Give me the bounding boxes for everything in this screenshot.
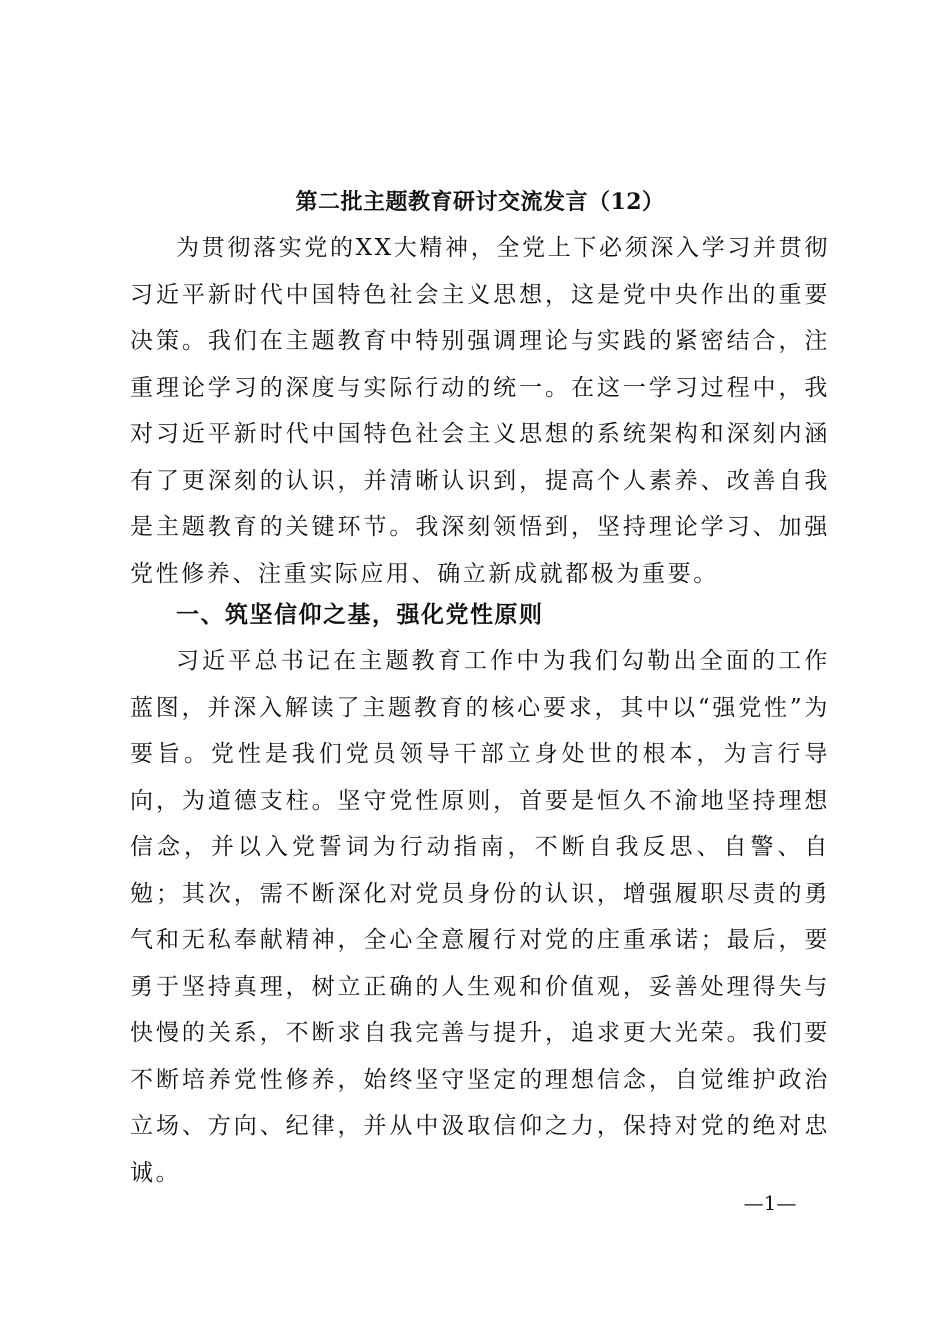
page-number: —1— — [743, 1191, 797, 1215]
document-title: 第二批主题教育研讨交流发言（12） — [295, 189, 665, 215]
section-heading: 一、筑坚信仰之基，强化党性原则 — [176, 602, 544, 628]
section-paragraph: 习近平总书记在主题教育工作中为我们勾勒出全面的工作蓝图，并深入解读了主题教育的核心要求，其中以“强党性”为要旨。党性是我们党员领导干部立身处世的根本，为言行导向，为道德支柱。坚守党性原则，首要是恒久不渝地坚持理想信念，并以入党誓词为行动指南，不断自我反思、自警、自勉；其次，需不断深化对党员身份的认识，增强履职尽责的勇气和无私奉献精神，全心全意履行对党的庄重承诺；最后，要勇于坚持真理，树立正确的人生观和价值观，妥善处理得失与快慢的关系，不断求自我完善与提升，追求更大光荣。我们要不断培养党性修养，始终坚守坚定的理想信念，自觉维护政治立场、方向、纪律，并从中汲取信仰之力，保持对党的绝对忠诚。 — [130, 648, 830, 1186]
intro-paragraph: 为贯彻落实党的XX大精神，全党上下必须深入学习并贯彻习近平新时代中国特色社会主义思想，这是党中央作出的重要决策。我们在主题教育中特别强调理论与实践的紧密结合，注重理论学习的深度与实际行动的统一。在这一学习过程中，我对习近平新时代中国特色社会主义思想的系统架构和深刻内涵有了更深刻的认识，并清晰认识到，提高个人素养、改善自我是主题教育的关键环节。我深刻领悟到，坚持理论学习、加强党性修养、注重实际应用、确立新成就都极为重要。 — [130, 235, 830, 587]
